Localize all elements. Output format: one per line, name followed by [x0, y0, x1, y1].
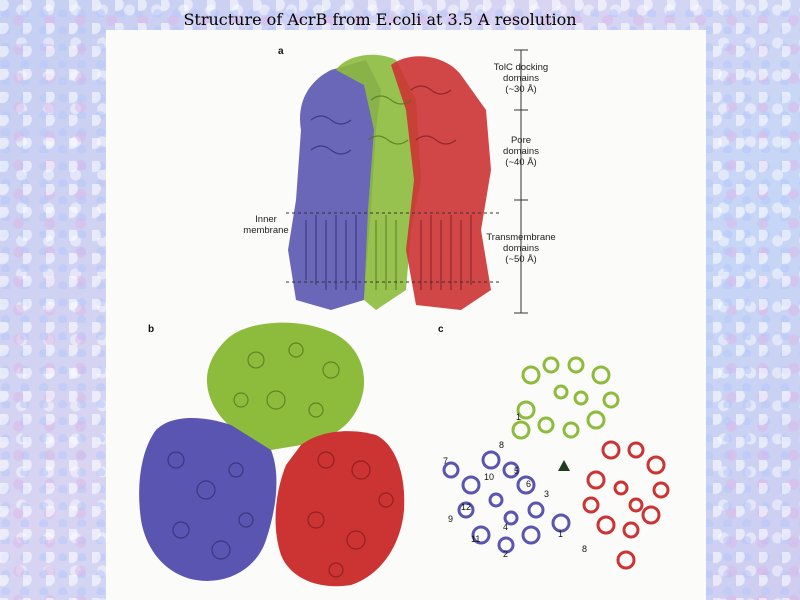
panel-b-blue-subunit — [139, 418, 276, 581]
helix-num-12: 12 — [461, 502, 472, 512]
panel-b-structure — [139, 323, 404, 587]
svg-text:domains: domains — [503, 146, 539, 157]
membrane-label-line1: Inner — [255, 214, 277, 225]
panel-a-letter: a — [278, 46, 284, 57]
panel-c-green-ring — [513, 358, 618, 438]
svg-text:Transmembrane: Transmembrane — [486, 232, 556, 243]
figure-panel — [106, 30, 706, 600]
slide-title: Structure of AcrB from E.coli at 3.5 A resolution — [183, 10, 577, 29]
helix-num-8: 8 — [499, 440, 505, 450]
helix-num-2: 2 — [503, 549, 509, 559]
helix-num-7: 7 — [443, 456, 449, 466]
panel-b-letter: b — [148, 324, 155, 335]
helix-num-6: 6 — [526, 479, 532, 489]
helix-num-red-8: 8 — [582, 544, 588, 554]
helix-num-11: 11 — [471, 534, 481, 544]
helix-num-9: 9 — [448, 514, 454, 524]
helix-num-10: 10 — [484, 472, 495, 482]
svg-text:domains: domains — [503, 243, 539, 254]
domain-label-transmembrane — [486, 232, 555, 265]
helix-num-5: 5 — [514, 466, 520, 476]
svg-text:(~40 Å): (~40 Å) — [505, 157, 537, 168]
figure-svg — [106, 30, 706, 600]
threefold-axis-marker — [558, 460, 570, 471]
svg-text:Pore: Pore — [510, 135, 532, 146]
domain-label-pore — [503, 135, 539, 168]
svg-text:domains: domains — [503, 73, 539, 84]
helix-num-4: 4 — [503, 522, 509, 532]
panel-c-red-ring — [584, 442, 668, 568]
svg-text:(~30 Å): (~30 Å) — [505, 84, 537, 95]
svg-text:TolC docking: TolC docking — [493, 62, 549, 73]
helix-num-3: 3 — [544, 489, 550, 499]
membrane-label-line2: membrane — [243, 225, 289, 236]
helix-num-blue-1: 1 — [558, 529, 564, 539]
domain-label-tolc — [494, 62, 548, 95]
panel-a-structure — [288, 55, 491, 310]
panel-b-red-subunit — [276, 431, 405, 586]
helix-num-green-1: 1 — [516, 412, 522, 422]
panel-c-letter: c — [438, 324, 444, 335]
svg-text:(~50 Å): (~50 Å) — [505, 254, 537, 265]
